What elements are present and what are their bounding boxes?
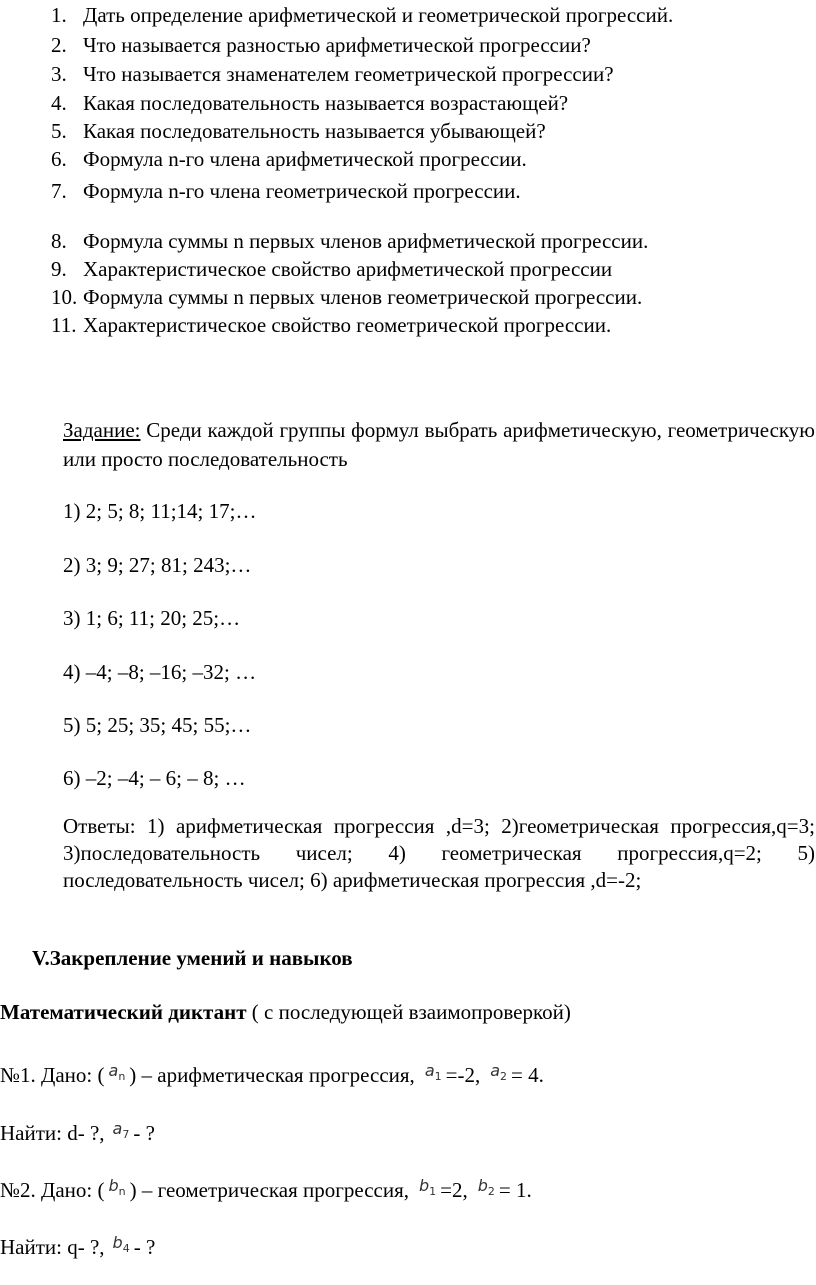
- given-description: ) – арифметическая прогрессия,: [129, 1063, 415, 1087]
- find-prefix: Найти: d- ?,: [0, 1121, 105, 1145]
- question-2: [51, 32, 591, 58]
- term-symbol-a1: $a_1$: [424, 1061, 442, 1084]
- problem-1-given: [0, 1061, 544, 1088]
- find-suffix: - ?: [133, 1235, 156, 1259]
- question-6: [51, 146, 527, 172]
- sequence-symbol-bn: $b_n$: [108, 1176, 126, 1199]
- question-text: Характеристическое свойство арифметической прогрессии: [83, 257, 613, 281]
- find-prefix: Найти: q- ?,: [0, 1235, 105, 1259]
- question-text: Формула суммы n первых членов арифметической прогрессии.: [83, 229, 649, 253]
- problem-2-given: [0, 1176, 532, 1203]
- question-5: [51, 118, 546, 144]
- question-text: Формула суммы n первых членов геометрической прогрессии.: [83, 285, 643, 309]
- question-text: Какая последовательность называется возрастающей?: [83, 91, 569, 115]
- question-number: 8.: [51, 229, 67, 253]
- given-description: ) – геометрическая прогрессия,: [129, 1178, 409, 1202]
- sequence-5: 5) 5; 25; 35; 45; 55;…: [63, 713, 252, 737]
- find-symbol-b4: $b_4$: [112, 1233, 130, 1256]
- question-text: Что называется знаменателем геометрической прогрессии?: [83, 62, 614, 86]
- term-symbol-a2: $a_2$: [490, 1061, 508, 1084]
- question-text: Формула n-го члена геометрической прогрессии.: [83, 179, 521, 203]
- question-text: Характеристическое свойство геометрической прогрессии.: [83, 313, 612, 337]
- dictation-subtitle: ( с последующей взаимопроверкой): [246, 1000, 571, 1024]
- question-number: 7.: [51, 179, 67, 203]
- section-heading: V.Закрепление умений и навыков: [32, 946, 353, 970]
- question-11: [51, 312, 611, 338]
- find-suffix: - ?: [133, 1121, 155, 1145]
- sequence-1: 1) 2; 5; 8; 11;14; 17;…: [63, 499, 257, 523]
- term-value-b1: =2,: [440, 1178, 468, 1202]
- term-value-a2: = 4.: [511, 1063, 544, 1087]
- term-value-a1: =-2,: [445, 1063, 481, 1087]
- question-text: Дать определение арифметической и геометрической прогрессий.: [83, 3, 674, 27]
- problem-2-find: [0, 1233, 155, 1260]
- question-number: 2.: [51, 33, 67, 57]
- dictation-line: [0, 1000, 571, 1025]
- sequence-6: 6) –2; –4; – 6; – 8; …: [63, 766, 246, 790]
- question-number: 3.: [51, 62, 67, 86]
- given-prefix: №1. Дано: (: [0, 1063, 105, 1087]
- question-number: 9.: [51, 257, 67, 281]
- question-1: [51, 2, 673, 28]
- task-label: Задание:: [63, 418, 141, 442]
- find-symbol-a7: $a_7$: [112, 1119, 130, 1142]
- question-number: 5.: [51, 119, 67, 143]
- given-prefix: №2. Дано: (: [0, 1178, 105, 1202]
- question-text: Формула n-го члена арифметической прогрессии.: [83, 147, 527, 171]
- sequence-3: 3) 1; 6; 11; 20; 25;…: [63, 606, 241, 630]
- question-number: 10.: [51, 285, 78, 309]
- question-number: 6.: [51, 147, 67, 171]
- sequence-2: 2) 3; 9; 27; 81; 243;…: [63, 553, 252, 577]
- question-10: [51, 284, 642, 310]
- question-number: 11.: [51, 313, 77, 337]
- term-symbol-b2: $b_2$: [477, 1176, 495, 1199]
- sequence-4: 4) –4; –8; –16; –32; …: [63, 660, 257, 684]
- question-4: [51, 90, 568, 116]
- question-number: 4.: [51, 91, 67, 115]
- question-text: Какая последовательность называется убывающей?: [83, 119, 546, 143]
- question-9: [51, 256, 612, 282]
- question-3: [51, 61, 614, 87]
- task-paragraph: [63, 416, 815, 474]
- question-8: [51, 228, 648, 254]
- sequence-symbol-an: $a_n$: [108, 1061, 126, 1084]
- question-number: 1.: [51, 3, 67, 27]
- term-value-b2: = 1.: [498, 1178, 532, 1202]
- term-symbol-b1: $b_1$: [419, 1176, 437, 1199]
- dictation-title: Математический диктант: [0, 1000, 247, 1024]
- problem-1-find: [0, 1119, 155, 1146]
- task-text: Среди каждой группы формул выбрать арифметическую, геометрическую или просто последовательность: [63, 418, 815, 471]
- question-text: Что называется разностью арифметической прогрессии?: [83, 33, 591, 57]
- question-7: [51, 178, 521, 204]
- answers-paragraph: Ответы: 1) арифметическая прогрессия ,d=3; 2)геометрическая прогрессия,q=3; 3)последовательность чисел; 4) геометрическая прогрессия,q=2; 5) последовательность чисел; 6) арифметическая прогрессия ,d=-2;: [63, 814, 815, 892]
